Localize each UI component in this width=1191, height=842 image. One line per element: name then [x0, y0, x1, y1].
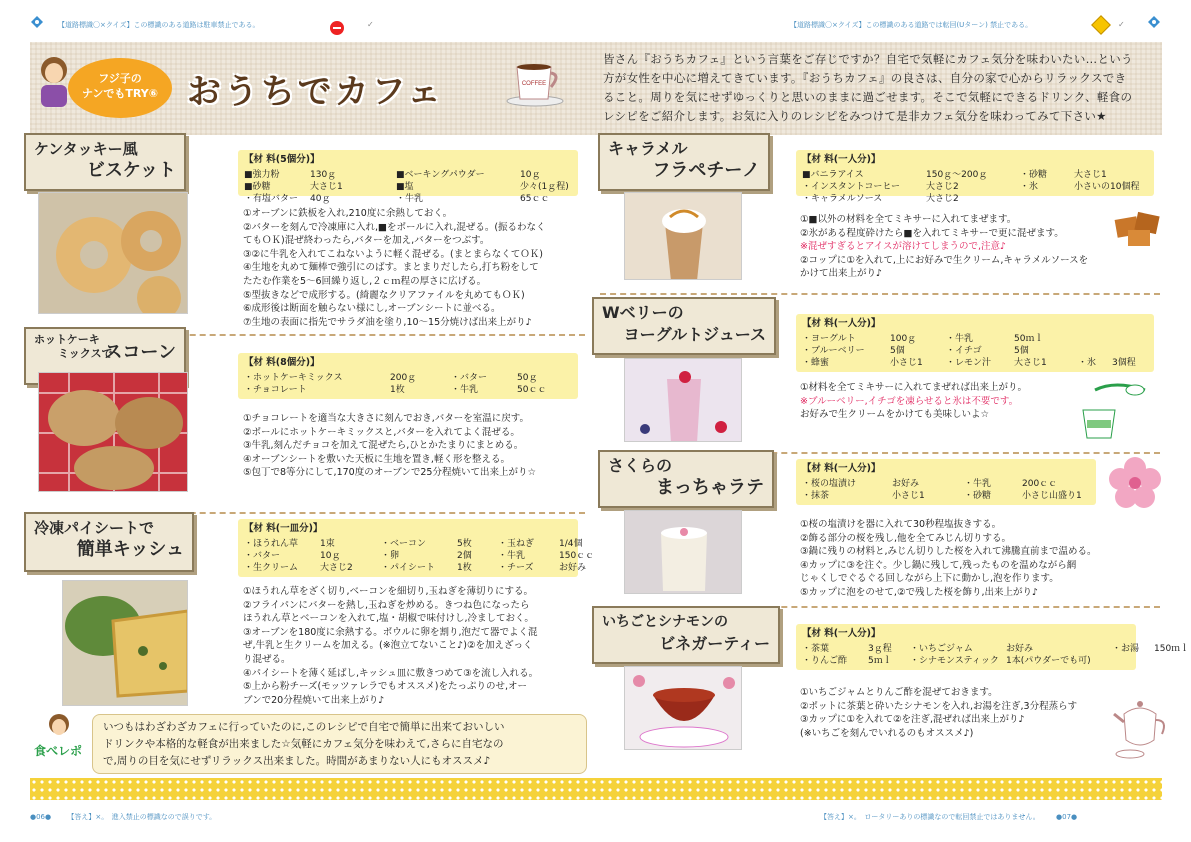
ingredient-name: ・抹茶 — [802, 491, 830, 501]
check-icon: ✓ — [1118, 20, 1125, 29]
recipe-title-line1b: ミックスで — [58, 347, 113, 360]
step: ④カップに③を注ぐ。少し鍋に残して,残ったものを温めながら網 — [800, 559, 1077, 571]
recipe-title-line1: ケンタッキー風 — [34, 140, 138, 158]
ingredient-name: ・桜の塩漬け — [802, 479, 857, 489]
step: ⑤カップに泡をのせて,②で残した桜を飾り,出来上がり♪ — [800, 586, 1039, 598]
step: ⑦生地の表面に指先でサラダ油を塗り,10～15分焼けば出来上がり♪ — [243, 316, 532, 328]
ingredients-box — [796, 150, 1154, 204]
ingredients-heading: 【材 料(一人分)】 — [802, 628, 881, 639]
step: ⑤包丁で8等分にして,170度のオーブンで25分程焼いて出来上がり☆ — [243, 467, 536, 479]
step: ②ボールにホットケーキミックスと,バターを入れてよく混ぜる。 — [243, 426, 520, 438]
recipe-title-berry-yogurt — [592, 297, 776, 355]
ingredients-box — [796, 314, 1154, 372]
tabe-repo-label: 食べレポ — [34, 744, 83, 758]
ingredient-amount: 5個 — [890, 346, 905, 356]
page-number: ●06● — [30, 813, 52, 821]
ingredient-name: ・氷 — [1020, 182, 1039, 192]
recipe-title-vinegar-tea — [592, 606, 780, 664]
ingredient-amount: 150ｍｌ — [1154, 644, 1190, 654]
ingredient-amount: 小さじ1 — [892, 491, 925, 501]
intro-line: 方が女性を中心に増えてきています。『おうちカフェ』の良さは、自分の家で心からリラックスでき — [603, 71, 1127, 85]
ingredient-amount: 150ｃｃ — [559, 551, 595, 561]
recipe-title-line2: 簡単キッシュ — [76, 539, 184, 560]
step: ③カップに①を入れて②を注ぎ,混ぜれば出来上がり♪ — [800, 714, 1025, 726]
recipe-title-line2: ビスケット — [86, 160, 176, 181]
recipe-title-line1: 冷凍パイシートで — [34, 519, 155, 537]
ingredients-heading: 【材 料(一人分)】 — [802, 318, 881, 329]
step: ①ほうれん草をざく切り,ベーコンを細切り,玉ねぎを薄切りにする。 — [243, 586, 534, 597]
ingredient-amount: 大さじ1 — [1014, 358, 1047, 368]
fujiko-avatar-icon — [36, 55, 72, 107]
step: ②コップに①を入れて,上にお好みで生クリーム,キャラメルソースを — [800, 254, 1089, 266]
ingredients-box — [796, 624, 1190, 670]
ingredient-amount: 3ｇ程 — [868, 644, 892, 654]
ingredient-name: ・お湯 — [1112, 644, 1140, 654]
divider — [600, 293, 1160, 295]
recipe-title-frappuccino — [598, 133, 770, 191]
ingredients-box — [238, 519, 595, 577]
step: ③鍋に残りの材料と,みじん切りした桜を入れて沸騰直前まで温める。 — [800, 546, 1097, 558]
ingredient-name: ・パイシート — [381, 563, 436, 573]
ingredient-amount: 5個 — [1014, 346, 1029, 356]
step: ①■以外の材料を全てミキサーに入れてまぜます。 — [800, 214, 1017, 225]
ingredient-name: ・牛乳 — [964, 479, 992, 489]
step: ぜ,牛乳と生クリームを加える。(※泡立てないこと♪)②を加えざっく — [243, 640, 533, 652]
intro-text — [603, 50, 1155, 126]
recipe-title-sakura-latte — [598, 450, 774, 508]
ingredient-amount: お好み — [892, 479, 920, 489]
ingredients-box — [238, 353, 578, 399]
intro-line: ること。周りを気にせずゆっくりと思いのままに過ごせます。そこで気軽にできるドリンク、軽食の — [603, 90, 1133, 104]
review-line: いつもはわざわざカフェに行っていたのに,このレシピで自宅で簡単に出来ておいしい — [103, 721, 505, 733]
step: ②飾る部分の桜を残し,他を全てみじん切りする。 — [800, 532, 1012, 544]
ingredient-amount: 130ｇ — [310, 170, 337, 180]
step: ②ポットに茶葉と砕いたシナモンを入れ,お湯を注ぎ,3分程蒸らす — [800, 700, 1078, 712]
cherry-blossom-icon — [1100, 448, 1170, 518]
yogurt-icon — [1075, 380, 1155, 440]
step: ①チョコレートを適当な大きさに刻んでおき,バターを室温に戻す。 — [243, 413, 529, 424]
ingredient-name: ・バター — [244, 551, 281, 561]
step: たたむ作業を5～6回繰り返し,２ｃｍ程の厚さに広げる。 — [243, 275, 487, 287]
review-line: ドリンクや本格的な軽食が出来ました☆気軽にカフェ気分を味わえて,さらに自宅なの — [103, 738, 504, 750]
ingredient-amount: 1/4個 — [559, 539, 583, 549]
ingredient-name: ・ほうれん草 — [244, 539, 299, 549]
step: ④パイシートを薄く延ばし,キッシュ皿に敷きつめて③を流し入れる。 — [243, 667, 539, 679]
ingredient-name: ・牛乳 — [498, 551, 526, 561]
vinegar-tea-photo — [624, 666, 742, 750]
recipe-title-line1: ホットケーキ — [34, 333, 100, 346]
review-line: で,周りの目を気にせずリラックス出来ました。時間があまりない人にもオススメ♪ — [103, 755, 491, 767]
step: ④オーブンシートを敷いた天板に生地を置き,軽く形を整える。 — [243, 453, 510, 465]
ingredient-name: ・いちごジャム — [910, 644, 973, 654]
ingredient-amount: 65ｃｃ — [520, 194, 550, 204]
page-number: ●07● — [1056, 813, 1078, 821]
ingredient-amount: 200ｇ — [390, 373, 417, 383]
ingredient-name: ・レモン汁 — [946, 358, 992, 368]
step: お好みで生クリームをかけても美味しいよ☆ — [800, 409, 990, 421]
ingredient-name: ■砂糖 — [244, 182, 271, 192]
step: ①桜の塩漬けを器に入れて30秒程塩抜きする。 — [800, 519, 1002, 530]
reviewer-avatar-icon — [42, 712, 76, 742]
ingredient-name: ・有塩バター — [244, 194, 299, 204]
step: ②氷がある程度砕けたら■を入れてミキサーで更に混ぜます。 — [800, 227, 1064, 239]
ingredients-heading: 【材 料(8個分)】 — [244, 357, 320, 368]
ingredient-amount: 1束 — [320, 539, 335, 549]
quiz-answer-right: 【答え】×。 ロータリーありの標識なので転回禁止ではありません。 — [820, 813, 1040, 821]
quiz-question-right-text: 【道路標識〇×クイズ】この標識のある道路では転回(Uターン) 禁止である。 — [790, 21, 1033, 29]
intro-line: 皆さん『おうちカフェ』という言葉をご存じですか？自宅で気軽にカフェ気分を味わいたい…という — [603, 52, 1133, 66]
step: じゃくしでぐるぐる回しながら上下に動かし,泡を作ります。 — [800, 573, 1059, 585]
recipe-title-line1: さくらの — [608, 456, 673, 475]
ingredient-name: ・玉ねぎ — [498, 539, 535, 549]
ingredient-name: ・ブルーベリー — [802, 346, 865, 356]
ingredient-amount: 50ｇ — [517, 373, 538, 383]
ingredient-amount: 小さじ山盛り1 — [1022, 491, 1082, 501]
ingredient-name: ■強力粉 — [244, 170, 280, 180]
ingredient-name: ■バニラアイス — [802, 170, 864, 180]
step: ②フライパンにバターを熱し,玉ねぎを炒める。きつね色になったら — [243, 599, 530, 611]
cup-text: COFFEE — [521, 81, 547, 87]
ingredient-amount: 5ｍｌ — [868, 656, 892, 666]
frappuccino-photo — [624, 192, 742, 280]
ingredient-name: ・茶葉 — [802, 644, 830, 654]
ingredient-amount: 50ｍｌ — [1014, 334, 1044, 344]
ingredients-box — [796, 459, 1096, 505]
ingredient-amount: お好み — [559, 563, 587, 573]
ingredient-name: ・バター — [451, 373, 488, 383]
ingredient-amount: 10ｇ — [320, 551, 341, 561]
sakura-latte-photo — [624, 510, 742, 594]
berry-yogurt-photo — [624, 358, 742, 442]
ingredient-amount: 大さじ1 — [310, 182, 343, 192]
ingredient-name: ・牛乳 — [396, 194, 424, 204]
recipe-title-line1: いちごとシナモンの — [602, 614, 728, 630]
step: ③牛乳,刻んだチョコを加えて混ぜたら,ひとかたまりにまとめる。 — [243, 440, 524, 452]
ingredient-amount: 大さじ1 — [1074, 170, 1107, 180]
quiz-question-left — [58, 20, 259, 30]
ingredient-name: ・りんご酢 — [802, 656, 848, 666]
badge-line2: ナンでもTRY⑥ — [81, 87, 159, 100]
check-icon: ✓ — [367, 20, 374, 29]
step: かけて出来上がり♪ — [800, 268, 883, 280]
step: ①材料を全てミキサーに入れてまぜれば出来上がり。 — [800, 382, 1028, 393]
step: ほうれん草とベーコンを入れて,塩・胡椒で味付けし,冷ましておく。 — [243, 613, 534, 625]
ingredients-heading: 【材 料(5個分)】 — [244, 154, 320, 165]
step: ②バターを刻んで冷凍庫に入れ,■をボールに入れ,混ぜる。(振るわなく — [243, 221, 546, 233]
recipe-steps — [243, 585, 538, 707]
ingredient-amount: 小さじ1 — [890, 358, 923, 368]
logo-icon — [1147, 14, 1161, 28]
coffee-cup-icon — [505, 55, 565, 107]
badge-line1: フジ子の — [98, 72, 142, 85]
roundabout-sign-icon — [1091, 15, 1111, 35]
recipe-title-line1: キャラメル — [608, 139, 688, 158]
ingredient-name: ・蜂蜜 — [802, 358, 830, 368]
ingredient-amount: 大さじ2 — [320, 563, 353, 573]
ingredient-name: ・生クリーム — [244, 563, 299, 573]
ingredient-amount: 大さじ2 — [926, 194, 959, 204]
step: ⑤型抜きなどで成形する。(綺麗なクリアファイルを丸めてもＯＫ) — [243, 289, 525, 301]
series-badge — [68, 58, 172, 118]
step: ③②に牛乳を入れてこねないように軽く混ぜる。(まとまらなくてＯＫ) — [243, 248, 543, 260]
ingredient-name: ・氷 — [1078, 358, 1097, 368]
step: ③オーブンを180度に余熱する。ボウルに卵を割り,泡だて器でよく混 — [243, 626, 538, 638]
teapot-icon — [1110, 690, 1170, 760]
caramel-cubes-icon — [1110, 206, 1168, 250]
ingredient-name: ・牛乳 — [451, 385, 479, 395]
review-comment — [92, 714, 587, 774]
ingredient-name: ・ヨーグルト — [802, 334, 856, 344]
ingredient-name: ・キャラメルソース — [802, 194, 883, 204]
recipe-steps — [800, 381, 1027, 422]
recipe-steps — [800, 213, 1088, 281]
ingredients-heading: 【材 料(一人分)】 — [802, 463, 881, 474]
ingredient-amount: 少々(1ｇ程) — [520, 182, 569, 192]
ingredient-name: ■塩 — [396, 182, 414, 192]
logo-icon — [30, 14, 44, 28]
ingredient-name: ・インスタントコーヒー — [802, 182, 901, 192]
recipe-steps — [800, 518, 1097, 600]
ingredient-amount: 40ｇ — [310, 194, 331, 204]
biscuit-photo — [38, 192, 188, 314]
ingredient-name: ・砂糖 — [1020, 170, 1048, 180]
ingredient-amount: 150ｇ～200ｇ — [926, 170, 988, 180]
step: ①いちごジャムとりんご酢を混ぜておきます。 — [800, 687, 998, 698]
quiz-answer-left: 【答え】×。 進入禁止の標識なので誤りです。 — [67, 813, 217, 821]
step: ⑤上から粉チーズ(モッツァレラでもオススメ)をたっぷりのせ,オー — [243, 681, 527, 693]
ingredient-name: ・卵 — [381, 551, 400, 561]
recipe-title-biscuit — [24, 133, 186, 191]
ingredient-amount: 2個 — [457, 551, 472, 561]
footer-left — [30, 812, 216, 822]
ingredient-amount: 小さいの10個程 — [1074, 182, 1140, 192]
no-entry-sign-icon — [330, 21, 344, 35]
recipe-title-line2: ビネガーティー — [659, 634, 770, 653]
ingredient-amount: 1枚 — [457, 563, 472, 573]
ingredient-amount: お好み — [1006, 644, 1034, 654]
ingredient-amount: 50ｃｃ — [517, 385, 547, 395]
ingredient-amount: 10ｇ — [520, 170, 541, 180]
step: ブンで20分程焼いて出来上がり♪ — [243, 694, 385, 706]
ingredient-amount: 大さじ2 — [926, 182, 959, 192]
scone-photo — [38, 372, 188, 492]
step: ④生地を丸めて麺棒で強引にのばす。まとまりだしたら,打ち粉をして — [243, 262, 539, 274]
ingredient-amount: 100ｇ — [890, 334, 917, 344]
ingredient-amount: 200ｃｃ — [1022, 479, 1058, 489]
step-note: ※ブルーベリー,イチゴを凍らせると氷は不要です。 — [800, 395, 1019, 407]
recipe-title-line2: ヨーグルトジュース — [623, 325, 766, 344]
ingredient-name: ・砂糖 — [964, 491, 992, 501]
ingredient-amount: 1本(パウダーでも可) — [1006, 656, 1091, 666]
intro-line: レシピをご紹介します。お気に入りのレシピをみつけて是非カフェ気分を味わってみて下さい★ — [603, 109, 1107, 123]
recipe-steps — [243, 412, 536, 480]
quiz-question-left-text: 【道路標識〇×クイズ】この標識のある道路は駐車禁止である。 — [58, 21, 260, 29]
step-note: ※混ぜすぎるとアイスが溶けてしまうので,注意♪ — [800, 241, 1007, 253]
step: ①オーブンに鉄板を入れ,210度に余熱しておく。 — [243, 208, 453, 219]
recipe-steps — [243, 207, 546, 329]
ingredient-name: ・ホットケーキミックス — [244, 373, 343, 383]
ingredient-name: ■ベーキングパウダー — [396, 170, 485, 180]
quiz-question-right — [790, 20, 1032, 30]
ingredient-name: ・ベーコン — [381, 539, 427, 549]
ingredient-name: ・牛乳 — [946, 334, 974, 344]
step: てもＯＫ)混ぜ終わったら,バターを加え,バターをつぶす。 — [243, 235, 490, 247]
ingredient-amount: 5枚 — [457, 539, 472, 549]
step: り混ぜる。 — [243, 653, 291, 665]
step: (※いちごを刻んでいれるのもオススメ♪) — [800, 727, 974, 739]
dotted-band — [30, 778, 1162, 800]
ingredients-box — [238, 150, 578, 204]
quiche-photo — [62, 580, 188, 706]
ingredients-heading: 【材 料(一皿分)】 — [244, 523, 323, 534]
ingredients-heading: 【材 料(一人分)】 — [802, 154, 881, 165]
step: ⑥成形後は断面を触らない様にし,オーブンシートに並べる。 — [243, 303, 501, 315]
footer-right — [820, 812, 1077, 822]
recipe-title-line2: フラペチーノ — [652, 160, 760, 181]
recipe-title-line2: スコーン — [104, 342, 176, 363]
recipe-steps — [800, 686, 1077, 740]
recipe-title-line1: Wベリーの — [602, 303, 684, 322]
ingredient-amount: 3個程 — [1112, 358, 1136, 368]
ingredient-amount: 1枚 — [390, 385, 405, 395]
page-title: おうちでカフェ — [187, 72, 444, 112]
recipe-title-quiche — [24, 512, 194, 572]
ingredient-name: ・イチゴ — [946, 346, 982, 356]
recipe-title-line2: まっちゃラテ — [656, 477, 764, 498]
ingredient-name: ・チーズ — [498, 563, 534, 573]
ingredient-name: ・チョコレート — [244, 385, 307, 395]
ingredient-name: ・シナモンスティック — [910, 656, 999, 666]
